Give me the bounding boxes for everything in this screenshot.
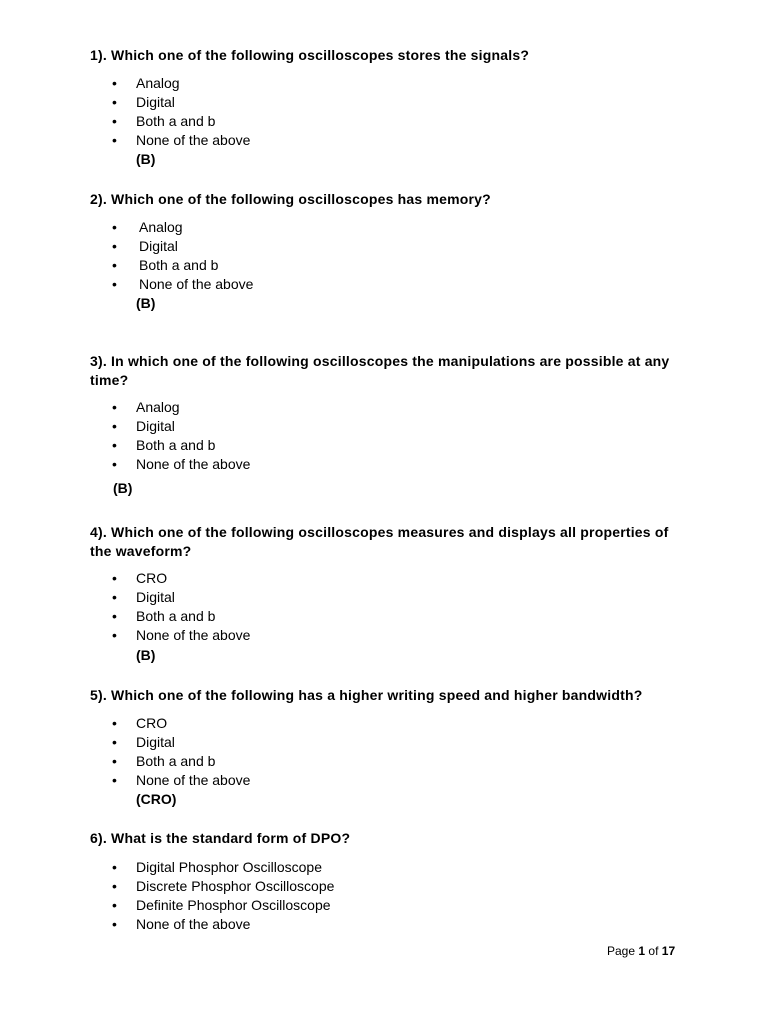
question-2-text: 2). Which one of the following oscilloscopes has memory? (90, 191, 491, 207)
page-number: 1 (638, 944, 646, 958)
option: • Analog (112, 398, 250, 417)
page-total: 17 (661, 944, 676, 958)
option: • None of the above (112, 771, 250, 790)
question-1-text: 1). Which one of the following oscilloscopes stores the signals? (90, 47, 530, 63)
page-of-label: of (648, 944, 659, 958)
option: • Analog (112, 218, 253, 237)
option: • Digital (112, 417, 250, 436)
question-5-text: 5). Which one of the following has a higher writing speed and higher bandwidth? (90, 687, 643, 703)
question-1-options (112, 74, 250, 150)
option: • Both a and b (112, 436, 250, 455)
question-3-options (112, 398, 250, 474)
question-2-options (112, 218, 253, 294)
question-6-options (112, 858, 334, 934)
question-5-options (112, 714, 250, 790)
option: • Digital (112, 237, 253, 256)
question-4-options (112, 569, 250, 645)
option: • Discrete Phosphor Oscilloscope (112, 877, 334, 896)
option: • Digital (112, 733, 250, 752)
option: • None of the above (112, 131, 250, 150)
option: • Analog (112, 74, 250, 93)
question-2-answer: (B) (136, 295, 156, 311)
page-label: Page (607, 944, 636, 958)
question-4-answer: (B) (136, 647, 156, 663)
option: • Digital Phosphor Oscilloscope (112, 858, 334, 877)
option: • Digital (112, 588, 250, 607)
option: • None of the above (112, 455, 250, 474)
option: • Definite Phosphor Oscilloscope (112, 896, 334, 915)
option: • Digital (112, 93, 250, 112)
question-3-text: 3). In which one of the following oscilloscopes the manipulations are possible at any time? (90, 353, 670, 388)
question-1-answer: (B) (136, 151, 156, 167)
option: • Both a and b (112, 607, 250, 626)
page-footer (607, 942, 675, 960)
option: • CRO (112, 569, 250, 588)
question-3-answer: (B) (113, 480, 133, 496)
question-6-text: 6). What is the standard form of DPO? (90, 830, 351, 846)
option: • Both a and b (112, 256, 253, 275)
option: • CRO (112, 714, 250, 733)
question-5-answer: (CRO) (136, 791, 177, 807)
option: • Both a and b (112, 752, 250, 771)
question-4-text: 4). Which one of the following oscilloscopes measures and displays all properties of the waveform? (90, 524, 669, 559)
option: • None of the above (112, 915, 334, 934)
option: • None of the above (112, 275, 253, 294)
option: • Both a and b (112, 112, 250, 131)
option: • None of the above (112, 626, 250, 645)
